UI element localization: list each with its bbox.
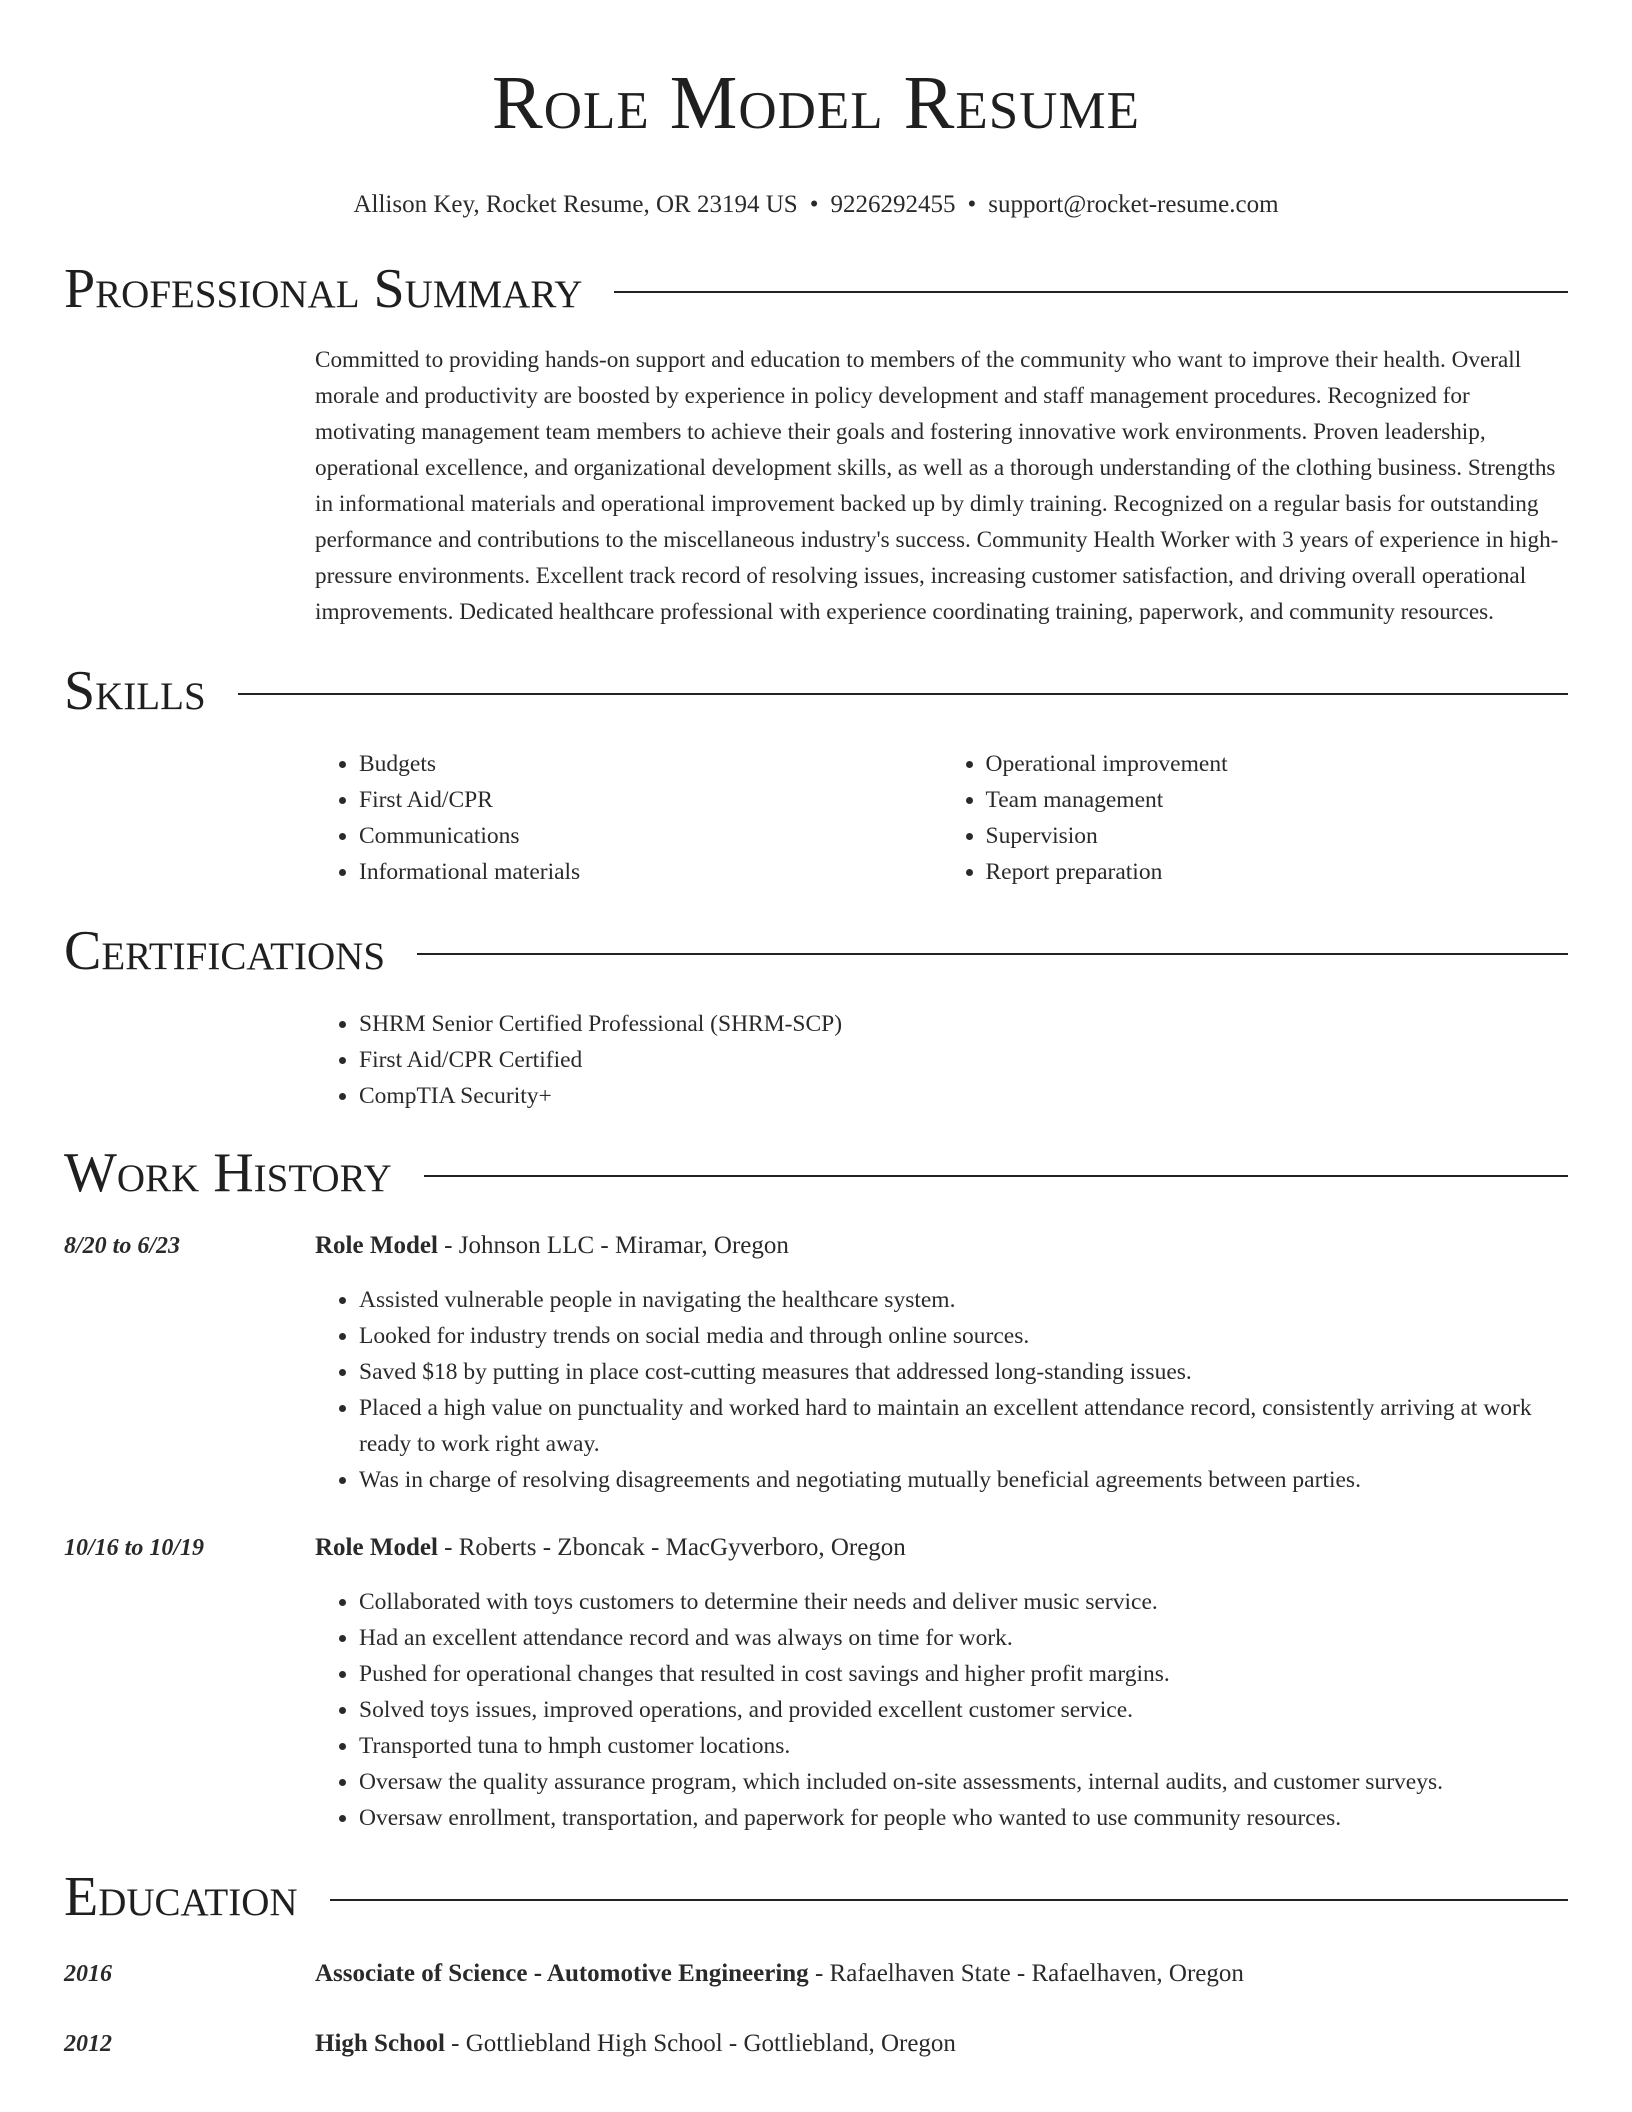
contact-line <box>64 190 1568 220</box>
job-date: 10/16 to 10/19 <box>64 1535 205 1561</box>
certification-item: • CompTIA Security+ <box>359 1078 1568 1114</box>
job-title-line <box>315 1530 1568 1566</box>
job-bullets <box>315 1584 1568 1836</box>
education-line <box>315 2026 956 2062</box>
contact-email: support@rocket-resume.com <box>988 191 1279 218</box>
certifications-section-header <box>64 920 1568 982</box>
resume-name: Role Model Resume <box>492 61 1140 145</box>
education-details: - Gottliebland High School - Gottliebland, Oregon <box>444 2030 956 2057</box>
contact-separator: • <box>809 191 819 218</box>
job-entry <box>64 1530 1568 1836</box>
section-title-work: Work History <box>64 1142 392 1204</box>
education-degree: Associate of Science - Automotive Engineering <box>315 1960 809 1987</box>
job-bullet: • Pushed for operational changes that resulted in cost savings and higher profit margins. <box>359 1656 1568 1692</box>
job-role: Role Model <box>315 1232 438 1259</box>
skills-list <box>315 746 1568 890</box>
summary-section-header <box>64 258 1568 320</box>
job-bullet: • Looked for industry trends on social media and through online sources. <box>359 1318 1568 1354</box>
education-entry <box>64 1956 1568 1992</box>
skills-column-right <box>942 746 1569 890</box>
education-details: - Rafaelhaven State - Rafaelhaven, Oregon <box>808 1960 1244 1987</box>
job-details: - Johnson LLC - Miramar, Oregon <box>437 1232 789 1259</box>
job-date: 8/20 to 6/23 <box>64 1233 181 1259</box>
job-bullets <box>315 1282 1568 1498</box>
job-bullet: • Saved $18 by putting in place cost-cutting measures that addressed long-standing issues. <box>359 1354 1568 1390</box>
education-degree: High School <box>315 2030 445 2057</box>
job-role: Role Model <box>315 1534 438 1561</box>
section-title-skills: Skills <box>64 660 206 722</box>
education-date: 2016 <box>64 1961 112 1987</box>
skills-section-header <box>64 660 1568 722</box>
education-date: 2012 <box>64 2031 112 2057</box>
skill-item: • Supervision <box>986 818 1569 854</box>
contact-address: Allison Key, Rocket Resume, OR 23194 US <box>353 191 798 218</box>
summary-text: Committed to providing hands-on support and education to members of the community who want to improve their health. Overall morale and productivity are boosted by experience in policy development and staff management procedures. Recognized for motivating management team members to achieve their goals and fostering innovative work environments. Proven leadership, operational excellence, and organizational development skills, as well as a thorough understanding of the clothing business. Strengths in informational materials and operational improvement backed up by dimly training. Recognized on a regular basis for outstanding performance and contributions to the miscellaneous industry's success. Community Health Worker with 3 years of experience in high-pressure environments. Excellent track record of resolving issues, increasing customer satisfaction, and driving overall operational improvements. Dedicated healthcare professional with experience coordinating training, paperwork, and community resources. <box>315 347 1559 625</box>
job-bullet: • Transported tuna to hmph customer locations. <box>359 1728 1568 1764</box>
skills-column-left <box>315 746 942 890</box>
job-entry <box>64 1228 1568 1498</box>
job-bullet: • Solved toys issues, improved operations, and provided excellent customer service. <box>359 1692 1568 1728</box>
job-bullet: • Assisted vulnerable people in navigating the healthcare system. <box>359 1282 1568 1318</box>
skill-item: • Communications <box>359 818 942 854</box>
section-divider <box>417 953 1568 955</box>
section-title-certifications: Certifications <box>64 920 386 982</box>
certification-item: • First Aid/CPR Certified <box>359 1042 1568 1078</box>
section-title-education: Education <box>64 1866 298 1928</box>
job-bullet: • Oversaw enrollment, transportation, and paperwork for people who wanted to use community resources. <box>359 1800 1568 1836</box>
job-bullet: • Placed a high value on punctuality and worked hard to maintain an excellent attendance record, consistently arriving at work ready to work right away. <box>359 1390 1568 1462</box>
work-section-header <box>64 1142 1568 1204</box>
job-bullet: • Was in charge of resolving disagreements and negotiating mutually beneficial agreements between parties. <box>359 1462 1568 1498</box>
skill-item: • Team management <box>986 782 1569 818</box>
skill-item: • First Aid/CPR <box>359 782 942 818</box>
education-entry <box>64 2026 1568 2062</box>
education-line <box>315 1956 1244 1992</box>
certification-item: • SHRM Senior Certified Professional (SHRM-SCP) <box>359 1006 1568 1042</box>
education-section-header <box>64 1866 1568 1928</box>
skill-item: • Informational materials <box>359 854 942 890</box>
section-divider <box>238 693 1568 695</box>
job-title-line <box>315 1228 1568 1264</box>
job-bullet: • Oversaw the quality assurance program, which included on-site assessments, internal audits, and customer surveys. <box>359 1764 1568 1800</box>
section-divider <box>614 291 1568 293</box>
section-divider <box>424 1175 1568 1177</box>
skill-item: • Report preparation <box>986 854 1569 890</box>
job-bullet: • Had an excellent attendance record and was always on time for work. <box>359 1620 1568 1656</box>
skill-item: • Operational improvement <box>986 746 1569 782</box>
job-details: - Roberts - Zboncak - MacGyverboro, Oregon <box>437 1534 906 1561</box>
contact-phone: 9226292455 <box>830 191 956 218</box>
job-bullet: • Collaborated with toys customers to determine their needs and deliver music service. <box>359 1584 1568 1620</box>
section-title-summary: Professional Summary <box>64 258 583 320</box>
section-divider <box>330 1899 1568 1901</box>
skill-item: • Budgets <box>359 746 942 782</box>
certifications-list <box>315 1006 1568 1114</box>
contact-separator: • <box>967 191 977 218</box>
